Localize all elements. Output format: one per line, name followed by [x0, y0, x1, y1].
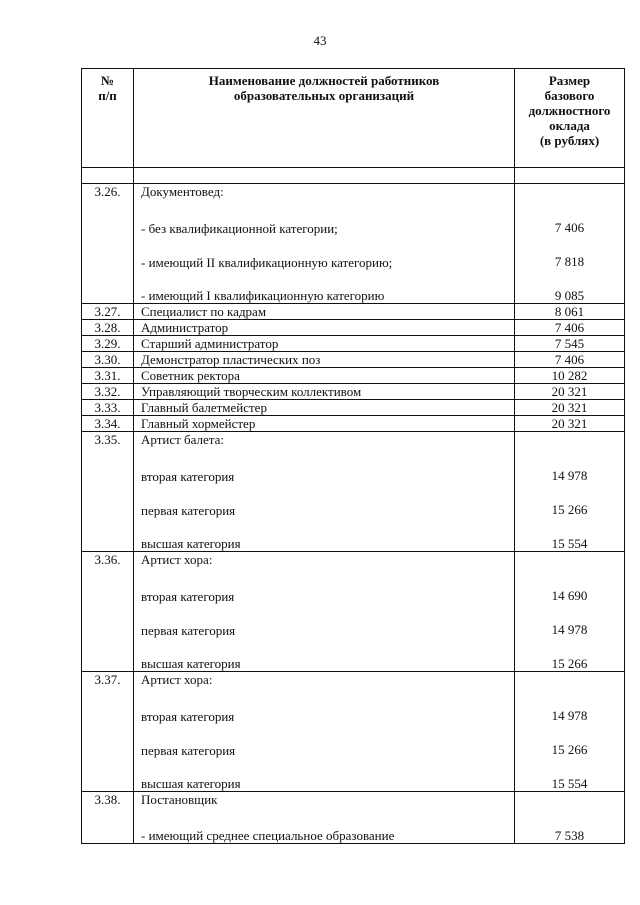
row-number: 3.34.: [82, 416, 134, 432]
salary-value: 15 554: [551, 776, 588, 791]
salary-value: 7 538: [554, 828, 585, 843]
row-number: 3.35.: [82, 432, 134, 552]
salary-cell: [515, 432, 625, 552]
salary-value: 9 085: [554, 288, 585, 303]
salary-value: 7 406: [515, 352, 625, 368]
salary-cell: [515, 552, 625, 672]
position-name: Администратор: [134, 320, 515, 336]
table-row: [82, 304, 625, 320]
table-body: [82, 168, 625, 844]
salary-spacer: [515, 184, 624, 218]
position-category: высшая категория: [141, 776, 241, 791]
position-name: [134, 432, 515, 552]
table-row: [82, 184, 625, 304]
row-number: 3.27.: [82, 304, 134, 320]
position-category: - имеющий I квалификационную категорию: [141, 288, 385, 303]
salary-table: [81, 68, 625, 844]
row-number: 3.28.: [82, 320, 134, 336]
header-position-name: [134, 69, 515, 168]
position-group-title: Документовед:: [141, 184, 224, 199]
salary-cell: [515, 792, 625, 844]
row-number: 3.32.: [82, 384, 134, 400]
table-row: [82, 352, 625, 368]
position-category: первая категория: [141, 743, 236, 758]
position-category: вторая категория: [141, 709, 235, 724]
salary-value: 7 545: [515, 336, 625, 352]
position-category: высшая категория: [141, 656, 241, 671]
table-header-row: [82, 69, 625, 168]
position-group-title: Артист хора:: [141, 672, 213, 687]
salary-cell: [515, 672, 625, 792]
salary-value: 20 321: [515, 416, 625, 432]
position-group-title: Артист балета:: [141, 432, 225, 447]
salary-spacer: [515, 672, 624, 706]
table-row: [82, 552, 625, 672]
header-number-line: п/п: [98, 88, 117, 103]
position-name: Главный балетмейстер: [134, 400, 515, 416]
header-position-line: Наименование должностей работников: [208, 73, 440, 88]
table-row: [82, 416, 625, 432]
position-name: Старший администратор: [134, 336, 515, 352]
table-row: [82, 368, 625, 384]
salary-value: 14 978: [551, 622, 588, 637]
salary-value: 7 406: [554, 220, 585, 235]
salary-value: 7 406: [515, 320, 625, 336]
salary-value: 14 978: [551, 708, 588, 723]
position-name: Управляющий творческим коллективом: [134, 384, 515, 400]
position-category: - имеющий среднее специальное образование: [141, 828, 395, 843]
header-position-line: образовательных организаций: [233, 88, 415, 103]
position-name: Демонстратор пластических поз: [134, 352, 515, 368]
table-row: [82, 432, 625, 552]
header-salary-line: Размер: [548, 73, 591, 88]
salary-value: 8 061: [515, 304, 625, 320]
table-row: [82, 672, 625, 792]
position-name: [134, 792, 515, 844]
header-salary-line: оклада: [549, 118, 590, 133]
position-name: Советник ректора: [134, 368, 515, 384]
salary-cell: [515, 184, 625, 304]
salary-value: 20 321: [515, 400, 625, 416]
header-salary-line: должностного: [528, 103, 611, 118]
position-category: вторая категория: [141, 589, 235, 604]
table-row: [82, 400, 625, 416]
salary-value: 15 266: [551, 742, 588, 757]
position-category: первая категория: [141, 503, 236, 518]
header-salary-line: базового: [544, 88, 595, 103]
salary-value: 14 690: [551, 588, 588, 603]
position-name: [134, 552, 515, 672]
position-name: Главный хормейстер: [134, 416, 515, 432]
salary-value: 15 554: [551, 536, 588, 551]
salary-value: 10 282: [515, 368, 625, 384]
position-category: - без квалификационной категории;: [141, 221, 338, 236]
row-number: 3.38.: [82, 792, 134, 844]
header-number: [82, 69, 134, 168]
position-category: вторая категория: [141, 469, 235, 484]
salary-spacer: [515, 792, 624, 826]
row-number: 3.37.: [82, 672, 134, 792]
position-category: первая категория: [141, 623, 236, 638]
salary-spacer: [515, 432, 624, 466]
salary-value: 14 978: [551, 468, 588, 483]
row-number: 3.31.: [82, 368, 134, 384]
salary-value: 15 266: [551, 502, 588, 517]
salary-value: 7 818: [554, 254, 585, 269]
header-salary: [515, 69, 625, 168]
row-number: 3.29.: [82, 336, 134, 352]
position-group-title: Постановщик: [141, 792, 218, 807]
salary-value: 15 266: [551, 656, 588, 671]
table-row: [82, 320, 625, 336]
header-number-line: №: [100, 73, 115, 88]
position-category: - имеющий II квалификационную категорию;: [141, 255, 393, 270]
row-number: 3.36.: [82, 552, 134, 672]
position-name: [134, 672, 515, 792]
table-row: [82, 792, 625, 844]
row-number: 3.26.: [82, 184, 134, 304]
position-category: высшая категория: [141, 536, 241, 551]
position-name: Специалист по кадрам: [134, 304, 515, 320]
spacer-row: [82, 168, 625, 184]
position-group-title: Артист хора:: [141, 552, 213, 567]
table-row: [82, 384, 625, 400]
salary-value: 20 321: [515, 384, 625, 400]
table-row: [82, 336, 625, 352]
row-number: 3.33.: [82, 400, 134, 416]
position-name: [134, 184, 515, 304]
header-salary-line: (в рублях): [539, 133, 600, 148]
row-number: 3.30.: [82, 352, 134, 368]
page-number: 43: [313, 33, 327, 48]
salary-spacer: [515, 552, 624, 586]
